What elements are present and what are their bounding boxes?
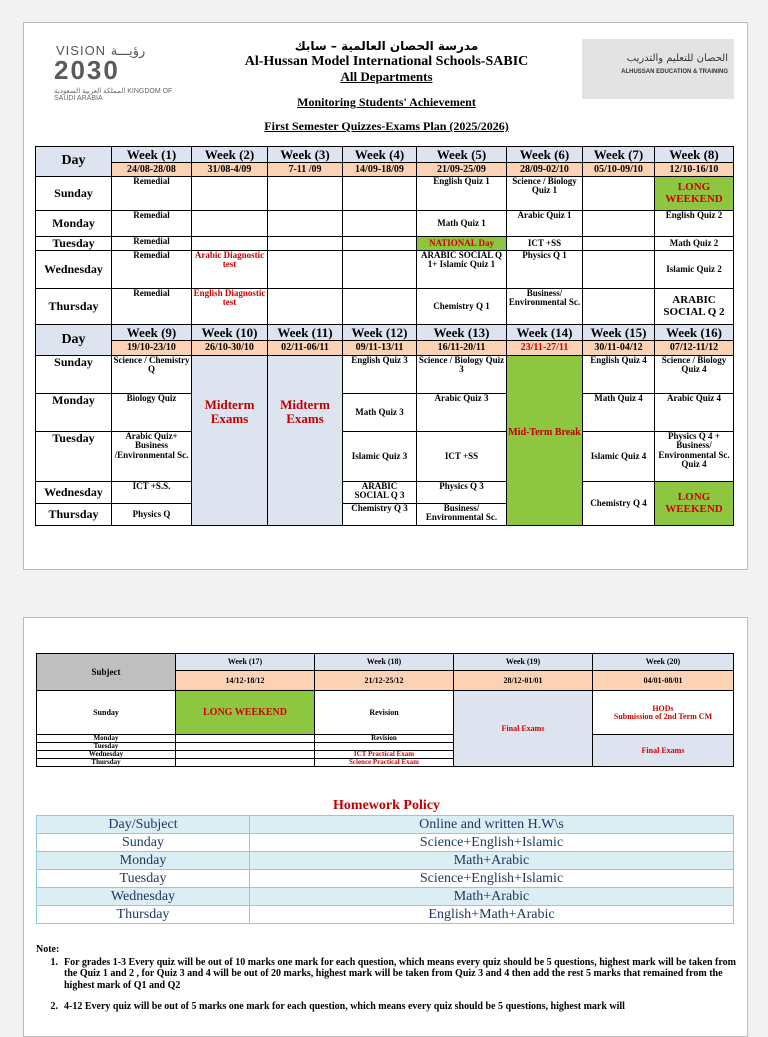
plan-cell xyxy=(343,177,417,211)
day-label: Tuesday xyxy=(36,237,112,251)
week-header: Week (20) xyxy=(593,654,734,671)
day-label: Monday xyxy=(37,735,176,743)
note-text: For grades 1-3 Every quiz will be out of 10 marks one mark for each question, which means every quiz should be 5 questions, highest mark will be taken from the Quiz 1 and 2 , for Quiz 3 and 4 will be out of 20 marks, highest mark will be taken from Quiz 3 and 4 then add the rest 5 marks that remained from the highest mark of Q1 and Q2 xyxy=(64,956,736,991)
homework-day: Thursday xyxy=(37,906,250,924)
revision-cell: Revision xyxy=(315,691,454,735)
homework-day: Sunday xyxy=(37,834,250,852)
day-label: Tuesday xyxy=(37,743,176,751)
vision-logo-year: 2030 xyxy=(54,55,120,85)
plan-cell: Remedial xyxy=(112,177,192,211)
week-header: Week (2) xyxy=(192,147,268,163)
day-label: Monday xyxy=(36,394,112,432)
departments-heading: All Departments xyxy=(340,69,433,84)
note-item xyxy=(36,1001,736,1013)
day-label: Sunday xyxy=(36,356,112,394)
note-text: 4-12 Every quiz will be out of 5 marks one mark for each question, which means every quiz should be 5 questions, highest mark will xyxy=(64,1001,625,1012)
week-dates: 28/09-02/10 xyxy=(507,163,583,177)
week-header: Week (13) xyxy=(417,325,507,341)
week-dates: 28/12-01/01 xyxy=(454,671,593,691)
week-dates: 16/11-20/11 xyxy=(417,341,507,356)
page-one xyxy=(23,22,748,570)
plan-cell: ICT +SS xyxy=(417,432,507,482)
alhussan-logo-english: ALHUSSAN EDUCATION & TRAINING xyxy=(621,69,728,75)
week-header: Week (8) xyxy=(655,147,734,163)
plan-cell: Biology Quiz xyxy=(112,394,192,432)
note-item xyxy=(36,957,736,992)
week-header: Week (18) xyxy=(315,654,454,671)
day-header: Day xyxy=(36,325,112,356)
final-exams-cell: Final Exams xyxy=(593,735,734,767)
plan-cell: Business/ Environmental Sc. xyxy=(507,289,583,325)
plan-cell: Physics Q 3 xyxy=(417,482,507,504)
plan-cell: Remedial xyxy=(112,211,192,237)
plan-title: First Semester Quizzes-Exams Plan (2025/2026) xyxy=(264,119,509,133)
plan-cell: Math Quiz 1 xyxy=(417,211,507,237)
plan-cell xyxy=(268,211,343,237)
plan-cell xyxy=(176,735,315,743)
plan-cell: Chemistry Q 3 xyxy=(343,504,417,526)
plan-cell xyxy=(176,759,315,767)
week-dates: 21/12-25/12 xyxy=(315,671,454,691)
vision-logo-text: VISION رؤيـــة xyxy=(56,43,146,58)
plan-cell: English Diagnostic test xyxy=(192,289,268,325)
plan-cell: Arabic Quiz 4 xyxy=(655,394,734,432)
midterm-exams-cell: Midterm Exams xyxy=(268,356,343,526)
homework-subjects: Science+English+Islamic xyxy=(250,870,734,888)
plan-cell xyxy=(192,177,268,211)
plan-cell: English Quiz 4 xyxy=(583,356,655,394)
plan-cell: Islamic Quiz 4 xyxy=(583,432,655,482)
week-header: Week (1) xyxy=(112,147,192,163)
revision-cell: Revision xyxy=(315,735,454,743)
week-dates: 05/10-09/10 xyxy=(583,163,655,177)
plan-cell: Chemistry Q 4 xyxy=(583,482,655,526)
week-dates: 26/10-30/10 xyxy=(192,341,268,356)
note-number: 1. xyxy=(50,956,58,968)
plan-cell: Arabic Quiz 3 xyxy=(417,394,507,432)
plan-cell xyxy=(583,251,655,289)
plan-cell: ARABIC SOCIAL Q 1+ Islamic Quiz 1 xyxy=(417,251,507,289)
homework-subjects: Math+Arabic xyxy=(250,888,734,906)
midterm-exams-cell: Midterm Exams xyxy=(192,356,268,526)
week-header: Week (4) xyxy=(343,147,417,163)
hods-cell xyxy=(593,691,734,735)
plan-cell xyxy=(176,751,315,759)
plan-cell: ARABIC SOCIAL Q 2 xyxy=(655,289,734,325)
plan-cell: Physics Q xyxy=(112,504,192,526)
plan-cell: ICT +S.S. xyxy=(112,482,192,504)
alhussan-logo-arabic: الحصان للتعليم والتدريب xyxy=(626,53,728,64)
plan-cell xyxy=(192,211,268,237)
plan-cell xyxy=(583,237,655,251)
plan-cell xyxy=(315,743,454,751)
plan-cell xyxy=(268,289,343,325)
week-dates: 31/08-4/09 xyxy=(192,163,268,177)
plan-cell: Science / Chemistry Q xyxy=(112,356,192,394)
day-header: Day xyxy=(36,147,112,177)
notes-section xyxy=(36,944,736,1023)
homework-policy-table xyxy=(36,815,734,924)
week-dates: 30/11-04/12 xyxy=(583,341,655,356)
week-header: Week (12) xyxy=(343,325,417,341)
school-name-arabic: مدرسة الحصان العالمية – سابك xyxy=(294,39,479,53)
homework-header-subjects: Online and written H.W\s xyxy=(250,816,734,834)
week-dates: 14/12-18/12 xyxy=(176,671,315,691)
plan-cell: ICT +SS xyxy=(507,237,583,251)
long-weekend-cell: LONG WEEKEND xyxy=(655,177,734,211)
plan-cell xyxy=(176,743,315,751)
week-dates: 24/08-28/08 xyxy=(112,163,192,177)
week-header: Week (9) xyxy=(112,325,192,341)
plan-cell: Islamic Quiz 2 xyxy=(655,251,734,289)
plan-cell: Math Quiz 3 xyxy=(343,394,417,432)
plan-cell: Math Quiz 4 xyxy=(583,394,655,432)
plan-cell xyxy=(343,251,417,289)
homework-day: Tuesday xyxy=(37,870,250,888)
week-header: Week (17) xyxy=(176,654,315,671)
plan-cell: Arabic Quiz+ Business /Environmental Sc. xyxy=(112,432,192,482)
week-dates: 09/11-13/11 xyxy=(343,341,417,356)
plan-cell: Remedial xyxy=(112,237,192,251)
plan-cell: Science / Biology Quiz 1 xyxy=(507,177,583,211)
day-label: Wednesday xyxy=(36,482,112,504)
week-header: Week (16) xyxy=(655,325,734,341)
week-header: Week (3) xyxy=(268,147,343,163)
national-day-cell: NATIONAL Day xyxy=(417,237,507,251)
subject-header: Subject xyxy=(37,654,176,691)
week-dates: 07/12-11/12 xyxy=(655,341,734,356)
vision-logo-kingdom: المملكة العربية السعودية KINGDOM OF SAUDI ARABIA xyxy=(54,88,173,102)
plan-cell: Arabic Diagnostic test xyxy=(192,251,268,289)
week-dates: 19/10-23/10 xyxy=(112,341,192,356)
week-header: Week (14) xyxy=(507,325,583,341)
monitoring-heading: Monitoring Students' Achievement xyxy=(297,95,476,109)
week-header: Week (7) xyxy=(583,147,655,163)
submission-label: Submission of 2nd Term CM xyxy=(613,712,713,721)
semester-plan-table xyxy=(35,146,734,526)
day-label: Tuesday xyxy=(36,432,112,482)
week-header: Week (6) xyxy=(507,147,583,163)
plan-cell: Remedial xyxy=(112,289,192,325)
long-weekend-cell: LONG WEEKEND xyxy=(655,482,734,526)
plan-cell xyxy=(583,177,655,211)
homework-policy-title: Homework Policy xyxy=(333,798,440,813)
ict-practical-cell: ICT Practical Exam xyxy=(315,751,454,759)
plan-cell xyxy=(268,237,343,251)
week-header: Week (10) xyxy=(192,325,268,341)
school-name: Al-Hussan Model International Schools-SABIC xyxy=(244,54,529,69)
plan-cell: English Quiz 3 xyxy=(343,356,417,394)
plan-cell: English Quiz 1 xyxy=(417,177,507,211)
plan-cell: Chemistry Q 1 xyxy=(417,289,507,325)
week-header: Week (19) xyxy=(454,654,593,671)
science-practical-cell: Science Practical Exam xyxy=(315,759,454,767)
homework-subjects: English+Math+Arabic xyxy=(250,906,734,924)
plan-cell: Business/ Environmental Sc. xyxy=(417,504,507,526)
week-dates: 14/09-18/09 xyxy=(343,163,417,177)
day-label: Monday xyxy=(36,211,112,237)
week-header: Week (15) xyxy=(583,325,655,341)
mid-term-break-cell: Mid-Term Break xyxy=(507,356,583,526)
day-label: Thursday xyxy=(36,504,112,526)
day-label: Wednesday xyxy=(36,251,112,289)
note-number: 2. xyxy=(50,1001,58,1012)
plan-cell: Science / Biology Quiz 3 xyxy=(417,356,507,394)
plan-cell: Islamic Quiz 3 xyxy=(343,432,417,482)
plan-cell: ARABIC SOCIAL Q 3 xyxy=(343,482,417,504)
plan-cell: Science / Biology Quiz 4 xyxy=(655,356,734,394)
week-dates: 04/01-08/01 xyxy=(593,671,734,691)
plan-cell xyxy=(268,177,343,211)
day-label: Wednesday xyxy=(37,751,176,759)
plan-cell xyxy=(583,289,655,325)
plan-cell xyxy=(343,289,417,325)
week-dates: 12/10-16/10 xyxy=(655,163,734,177)
day-label: Thursday xyxy=(36,289,112,325)
week-header: Week (5) xyxy=(417,147,507,163)
homework-header-day: Day/Subject xyxy=(37,816,250,834)
plan-cell xyxy=(343,211,417,237)
plan-cell xyxy=(583,211,655,237)
week-dates: 02/11-06/11 xyxy=(268,341,343,356)
plan-cell: Math Quiz 2 xyxy=(655,237,734,251)
plan-cell xyxy=(343,237,417,251)
week-header: Week (11) xyxy=(268,325,343,341)
plan-cell: English Quiz 2 xyxy=(655,211,734,237)
plan-cell xyxy=(268,251,343,289)
long-weekend-cell: LONG WEEKEND xyxy=(176,691,315,735)
day-label: Sunday xyxy=(37,691,176,735)
end-of-term-table xyxy=(36,653,734,767)
page-two xyxy=(23,617,748,1037)
day-label: Thursday xyxy=(37,759,176,767)
plan-cell xyxy=(192,237,268,251)
homework-subjects: Science+English+Islamic xyxy=(250,834,734,852)
week-dates: 23/11-27/11 xyxy=(507,341,583,356)
week-dates: 7-11 /09 xyxy=(268,163,343,177)
plan-cell: Arabic Quiz 1 xyxy=(507,211,583,237)
plan-cell: Physics Q 1 xyxy=(507,251,583,289)
hods-label: HODs xyxy=(652,704,674,713)
homework-day: Monday xyxy=(37,852,250,870)
week-dates: 21/09-25/09 xyxy=(417,163,507,177)
homework-subjects: Math+Arabic xyxy=(250,852,734,870)
note-label: Note: xyxy=(36,944,60,955)
plan-cell: Physics Q 4 + Business/ Environmental Sc. Quiz 4 xyxy=(655,432,734,482)
homework-day: Wednesday xyxy=(37,888,250,906)
day-label: Sunday xyxy=(36,177,112,211)
plan-cell: Remedial xyxy=(112,251,192,289)
final-exams-cell: Final Exams xyxy=(454,691,593,767)
